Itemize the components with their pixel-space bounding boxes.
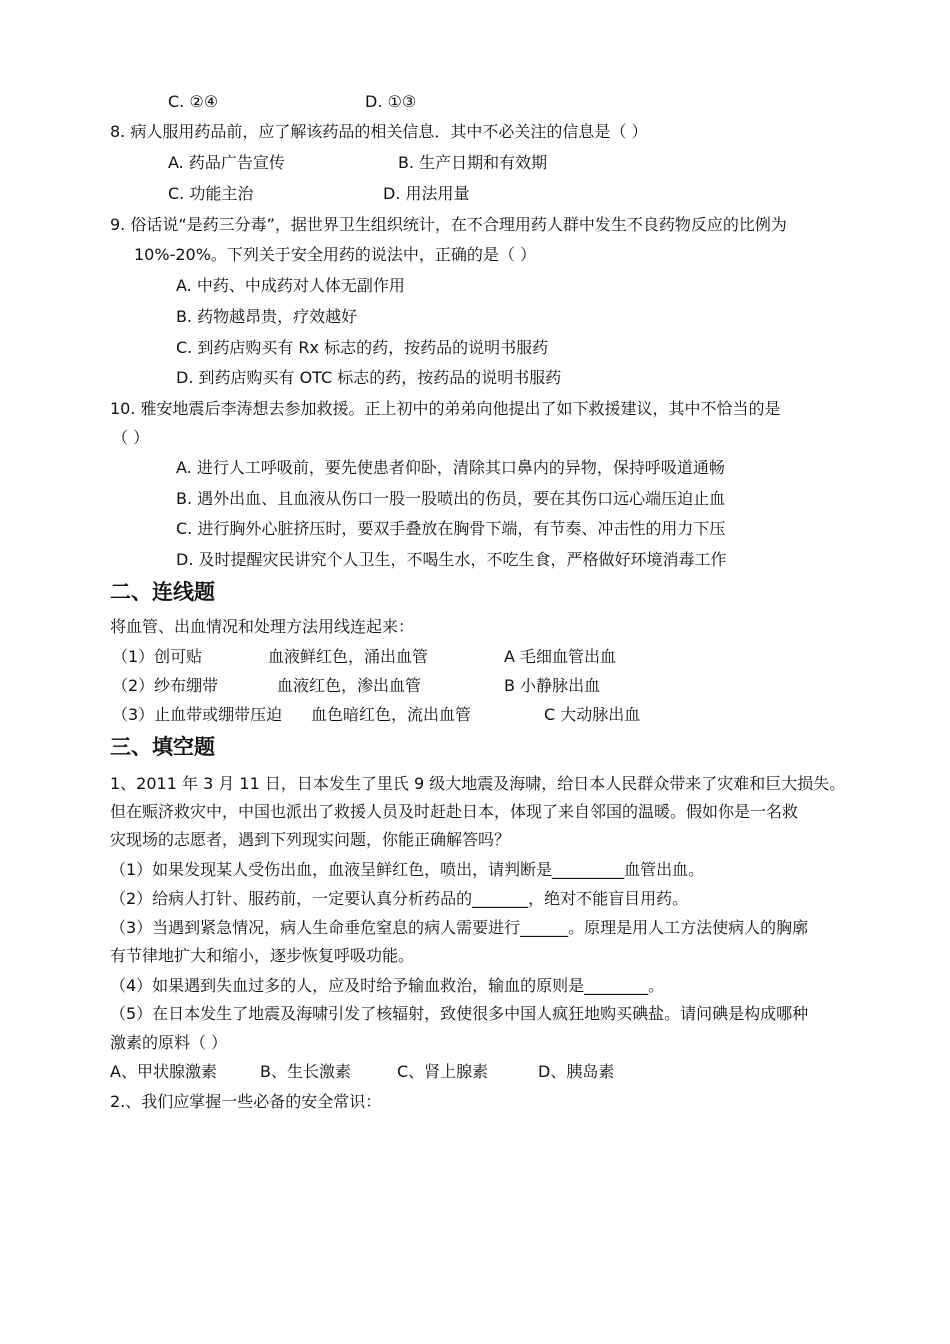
section3-subq3-line1: （3）当遇到紧急情况，病人生命垂危窒息的病人需要进行______。原理是用人工方法使病人的胸廓	[110, 918, 809, 937]
subq5-option-b: B、生长激素	[260, 1062, 351, 1081]
section2-intro: 将血管、出血情况和处理方法用线连起来：	[110, 617, 415, 636]
q7-option-d: D. ①③	[365, 92, 417, 111]
section3-subq5-line2: 激素的原料（ ）	[110, 1033, 228, 1052]
subq5-option-d: D、胰岛素	[538, 1062, 615, 1081]
q10-option-d: D. 及时提醒灾民讲究个人卫生，不喝生水，不吃生食，严格做好环境消毒工作	[176, 550, 727, 569]
matching-vessel: C 大动脉出血	[544, 705, 641, 724]
matching-situation: 血色暗红色，流出血管	[311, 705, 472, 724]
section3-subq1: （1）如果发现某人受伤出血，血液呈鲜红色，喷出，请判断是_________血管出血。	[110, 860, 705, 879]
q9-option-a: A. 中药、中成药对人体无副作用	[176, 276, 405, 295]
q9-option-b: B. 药物越昂贵，疗效越好	[176, 307, 358, 326]
matching-vessel: B 小静脉出血	[504, 676, 601, 695]
q8-option-d: D. 用法用量	[383, 184, 470, 203]
section3-subq2: （2）给病人打针、服药前，一定要认真分析药品的_______，绝对不能盲目用药。	[110, 889, 689, 908]
q10-stem-line1: 10. 雅安地震后李涛想去参加救援。正上初中的弟弟向他提出了如下救援建议，其中不恰当的是	[110, 399, 781, 418]
q9-stem-line1: 9. 俗话说“是药三分毒”，据世界卫生组织统计，在不合理用药人群中发生不良药物反应的比例为	[110, 215, 787, 234]
q8-option-a: A. 药品广告宣传	[168, 153, 285, 172]
matching-method: （2）纱布绷带	[112, 676, 219, 695]
q10-stem-line2: （ ）	[112, 428, 150, 447]
q9-option-d: D. 到药店购买有 OTC 标志的药，按药品的说明书服药	[176, 368, 562, 387]
section3-subq3-line2: 有节律地扩大和缩小，逐步恢复呼吸功能。	[110, 946, 415, 965]
q7-option-c: C. ②④	[168, 92, 219, 111]
section3-p1-line3: 灾现场的志愿者，遇到下列现实问题，你能正确解答吗？	[110, 830, 511, 849]
subq5-option-c: C、肾上腺素	[397, 1062, 489, 1081]
matching-situation: 血液鲜红色，涌出血管	[268, 647, 429, 666]
section3-subq4: （4）如果遇到失血过多的人，应及时给予输血救治，输血的原则是________。	[110, 976, 665, 995]
matching-method: （3）止血带或绷带压迫	[112, 705, 283, 724]
matching-situation: 血液红色，渗出血管	[277, 676, 422, 695]
q8-stem: 8. 病人服用药品前，应了解该药品的相关信息．其中不必关注的信息是（ ）	[110, 122, 648, 141]
section2-heading: 二、连线题	[110, 580, 215, 604]
matching-vessel: A 毛细血管出血	[504, 647, 617, 666]
q10-option-b: B. 遇外出血、且血液从伤口一股一股喷出的伤员，要在其伤口远心端压迫止血	[176, 489, 726, 508]
subq5-option-a: A、甲状腺激素	[110, 1062, 217, 1081]
section3-p2: 2.、我们应掌握一些必备的安全常识：	[110, 1092, 382, 1111]
section3-p1-line1: 1、2011 年 3 月 11 日，日本发生了里氏 9 级大地震及海啸，给日本人民群众带来了灾难和巨大损失。	[110, 774, 846, 793]
q10-option-c: C. 进行胸外心脏挤压时，要双手叠放在胸骨下端，有节奏、冲击性的用力下压	[176, 519, 726, 538]
q9-option-c: C. 到药店购买有 Rx 标志的药，按药品的说明书服药	[176, 338, 549, 357]
q9-stem-line2: 10%-20%。下列关于安全用药的说法中，正确的是（ ）	[134, 245, 536, 264]
q8-option-b: B. 生产日期和有效期	[398, 153, 548, 172]
section3-heading: 三、填空题	[110, 735, 215, 759]
section3-p1-line2: 但在赈济救灾中，中国也派出了救援人员及时赶赴日本，体现了来自邻国的温暖。假如你是一名救	[110, 802, 799, 821]
matching-method: （1）创可贴	[112, 647, 203, 666]
q8-option-c: C. 功能主治	[168, 184, 254, 203]
q10-option-a: A. 进行人工呼吸前，要先使患者仰卧，清除其口鼻内的异物，保持呼吸道通畅	[176, 458, 725, 477]
section3-subq5-line1: （5）在日本发生了地震及海啸引发了核辐射，致使很多中国人疯狂地购买碘盐。请问碘是构成哪种	[110, 1004, 809, 1023]
